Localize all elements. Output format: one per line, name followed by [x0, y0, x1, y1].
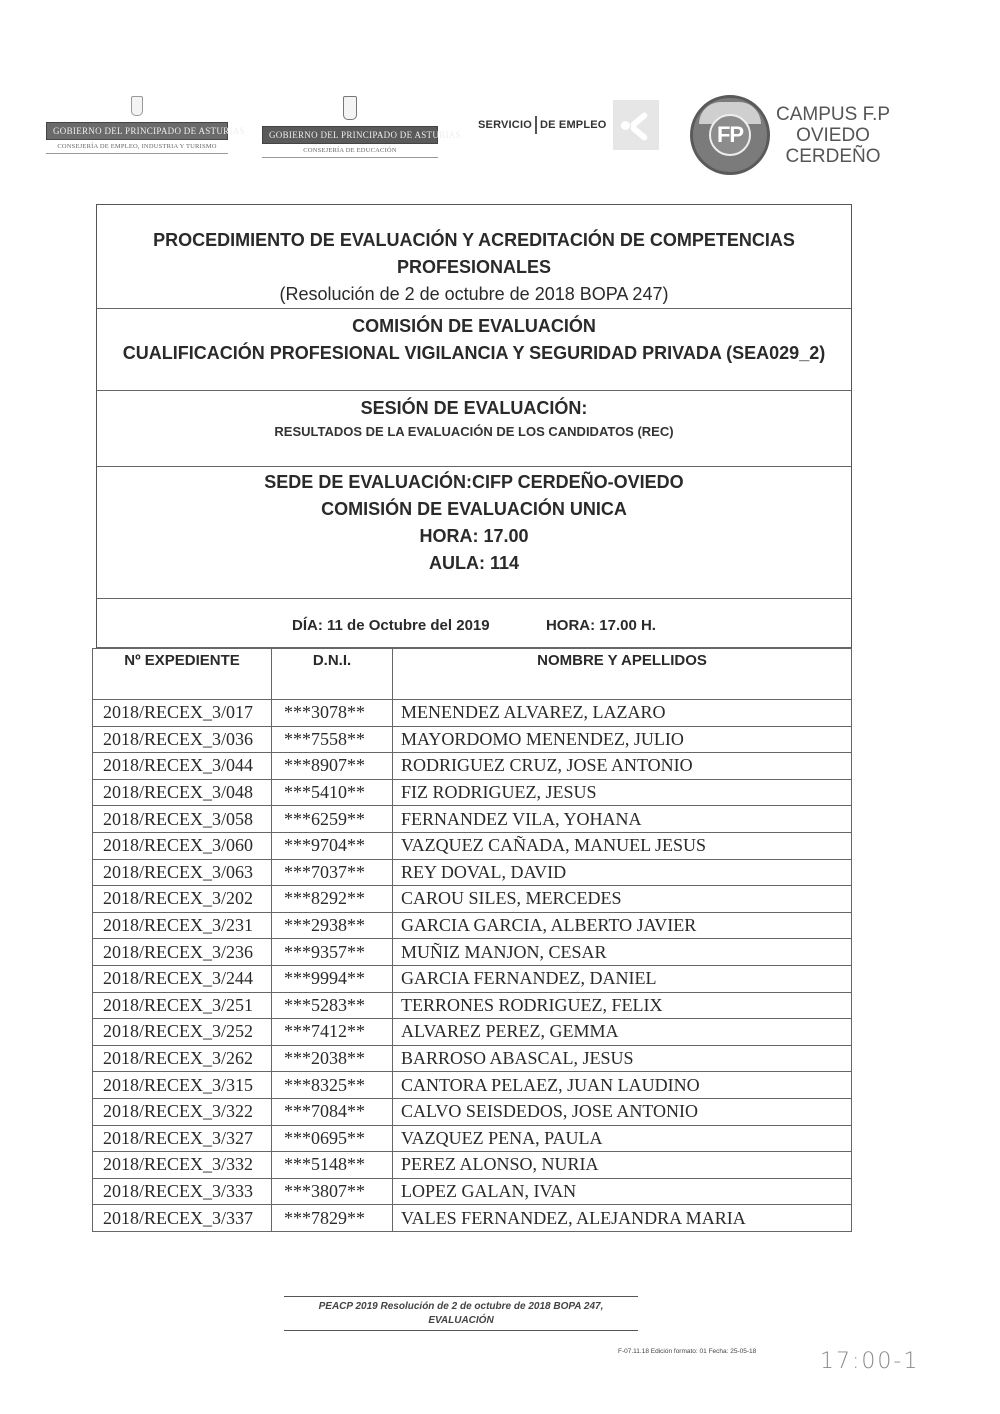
procedure-title-section	[97, 205, 851, 309]
cell-dni: ***6259**	[272, 806, 393, 833]
evaluation-header-box	[96, 204, 852, 649]
logo-servicio-right: DE EMPLEO	[539, 119, 607, 131]
table-row	[93, 1125, 852, 1152]
cell-nombre: GARCIA FERNANDEZ, DANIEL	[393, 965, 852, 992]
coat-of-arms-icon	[131, 96, 143, 116]
cell-dni: ***2938**	[272, 912, 393, 939]
cell-nombre: ALVAREZ PEREZ, GEMMA	[393, 1019, 852, 1046]
logo-title: GOBIERNO DEL PRINCIPADO DE ASTURIAS	[262, 126, 438, 144]
candidates-table	[92, 648, 852, 1232]
campus-fp-line3: CERDEÑO	[785, 145, 881, 167]
cell-dni: ***7558**	[272, 726, 393, 753]
cell-expediente: 2018/RECEX_3/231	[93, 912, 272, 939]
logo-gobierno-educacion	[262, 96, 461, 158]
table-row	[93, 726, 852, 753]
table-header-row	[93, 649, 852, 700]
coat-of-arms-icon	[343, 96, 357, 120]
cell-expediente: 2018/RECEX_3/060	[93, 832, 272, 859]
table-row	[93, 1019, 852, 1046]
cell-nombre: VAZQUEZ PENA, PAULA	[393, 1125, 852, 1152]
cell-nombre: FIZ RODRIGUEZ, JESUS	[393, 779, 852, 806]
cell-nombre: VAZQUEZ CAÑADA, MANUEL JESUS	[393, 832, 852, 859]
sesion-heading: SESIÓN DE EVALUACIÓN:	[360, 398, 588, 418]
cell-dni: ***9357**	[272, 939, 393, 966]
table-row	[93, 886, 852, 913]
handwritten-note: 17:00-1	[820, 1349, 920, 1374]
cell-nombre: VALES FERNANDEZ, ALEJANDRA MARIA	[393, 1205, 852, 1232]
table-row	[93, 806, 852, 833]
logo-subtitle: CONSEJERÍA DE EDUCACIÓN	[262, 147, 438, 158]
footer-reference	[284, 1296, 638, 1331]
sede-section	[97, 467, 851, 599]
cell-expediente: 2018/RECEX_3/252	[93, 1019, 272, 1046]
logo-title: GOBIERNO DEL PRINCIPADO DE ASTURIAS	[46, 122, 228, 140]
servicio-empleo-symbol-icon	[613, 100, 659, 150]
sesion-subheading: RESULTADOS DE LA EVALUACIÓN DE LOS CANDIDATOS (REC)	[274, 424, 674, 439]
cell-dni: ***9994**	[272, 965, 393, 992]
cell-dni: ***5410**	[272, 779, 393, 806]
cell-dni: ***7412**	[272, 1019, 393, 1046]
table-row	[93, 832, 852, 859]
cell-expediente: 2018/RECEX_3/315	[93, 1072, 272, 1099]
cell-dni: ***3078**	[272, 700, 393, 727]
form-code: F-07.11.18 Edición formato: 01 Fecha: 25-05-18	[618, 1348, 757, 1355]
cell-expediente: 2018/RECEX_3/017	[93, 700, 272, 727]
cell-expediente: 2018/RECEX_3/251	[93, 992, 272, 1019]
table-row	[93, 1098, 852, 1125]
logo-servicio-empleo	[478, 100, 659, 150]
cell-nombre: TERRONES RODRIGUEZ, FELIX	[393, 992, 852, 1019]
procedure-title-line1: PROCEDIMIENTO DE EVALUACIÓN Y ACREDITACIÓN DE COMPETENCIAS	[153, 230, 795, 250]
resolution-reference: (Resolución de 2 de octubre de 2018 BOPA 247)	[279, 284, 669, 304]
table-row	[93, 939, 852, 966]
table-row	[93, 779, 852, 806]
table-row	[93, 1178, 852, 1205]
cell-dni: ***5283**	[272, 992, 393, 1019]
cell-expediente: 2018/RECEX_3/048	[93, 779, 272, 806]
logo-gobierno-empleo	[46, 96, 245, 154]
cell-dni: ***7084**	[272, 1098, 393, 1125]
cell-nombre: REY DOVAL, DAVID	[393, 859, 852, 886]
footer-reference-line2: EVALUACIÓN	[428, 1315, 494, 1326]
cell-expediente: 2018/RECEX_3/058	[93, 806, 272, 833]
campus-fp-name	[776, 104, 890, 167]
fp-badge-text: FP	[709, 114, 751, 156]
cell-expediente: 2018/RECEX_3/044	[93, 753, 272, 780]
table-row	[93, 1072, 852, 1099]
table-row	[93, 1205, 852, 1232]
campus-fp-line2: OVIEDO	[796, 124, 870, 146]
column-header-dni: D.N.I.	[272, 649, 393, 700]
fp-badge-icon	[690, 95, 770, 175]
cell-nombre: LOPEZ GALAN, IVAN	[393, 1178, 852, 1205]
table-row	[93, 912, 852, 939]
cell-expediente: 2018/RECEX_3/337	[93, 1205, 272, 1232]
cell-nombre: FERNANDEZ VILA, YOHANA	[393, 806, 852, 833]
table-row	[93, 965, 852, 992]
procedure-title-line2: PROFESIONALES	[396, 257, 552, 277]
cell-dni: ***9704**	[272, 832, 393, 859]
table-row	[93, 700, 852, 727]
session-date: DÍA: 11 de Octubre del 2019	[292, 617, 490, 634]
cell-dni: ***2038**	[272, 1045, 393, 1072]
footer-reference-line1: PEACP 2019 Resolución de 2 de octubre de 2018 BOPA 247,	[318, 1301, 604, 1312]
table-row	[93, 859, 852, 886]
comision-unica-heading: COMISIÓN DE EVALUACIÓN UNICA	[321, 499, 627, 519]
column-header-expediente: Nº EXPEDIENTE	[93, 649, 272, 700]
cualificacion-heading: CUALIFICACIÓN PROFESIONAL VIGILANCIA Y SEGURIDAD PRIVADA (SEA029_2)	[122, 343, 826, 363]
logo-campus-fp	[690, 95, 890, 175]
cell-nombre: RODRIGUEZ CRUZ, JOSE ANTONIO	[393, 753, 852, 780]
cell-nombre: MUÑIZ MANJON, CESAR	[393, 939, 852, 966]
table-row	[93, 753, 852, 780]
cell-expediente: 2018/RECEX_3/236	[93, 939, 272, 966]
cell-expediente: 2018/RECEX_3/322	[93, 1098, 272, 1125]
cell-dni: ***7037**	[272, 859, 393, 886]
cell-dni: ***5148**	[272, 1152, 393, 1179]
cell-expediente: 2018/RECEX_3/327	[93, 1125, 272, 1152]
column-header-nombre: NOMBRE Y APELLIDOS	[393, 649, 852, 700]
sesion-section	[97, 391, 851, 467]
hora-heading: HORA: 17.00	[419, 526, 529, 546]
aula-heading: AULA: 114	[428, 553, 520, 573]
logo-subtitle: CONSEJERÍA DE EMPLEO, INDUSTRIA Y TURISMO	[46, 143, 228, 154]
cell-expediente: 2018/RECEX_3/333	[93, 1178, 272, 1205]
comision-heading: COMISIÓN DE EVALUACIÓN	[352, 316, 596, 336]
sede-heading: SEDE DE EVALUACIÓN:CIFP CERDEÑO-OVIEDO	[264, 472, 684, 492]
table-row	[93, 1152, 852, 1179]
cell-expediente: 2018/RECEX_3/332	[93, 1152, 272, 1179]
cell-nombre: PEREZ ALONSO, NURIA	[393, 1152, 852, 1179]
date-section	[97, 599, 851, 648]
cell-dni: ***7829**	[272, 1205, 393, 1232]
cell-expediente: 2018/RECEX_3/036	[93, 726, 272, 753]
comision-section	[97, 309, 851, 391]
cell-dni: ***8325**	[272, 1072, 393, 1099]
table-row	[93, 992, 852, 1019]
session-time: HORA: 17.00 H.	[545, 617, 656, 634]
cell-nombre: CALVO SEISDEDOS, JOSE ANTONIO	[393, 1098, 852, 1125]
campus-fp-line1: CAMPUS F.P	[776, 103, 891, 125]
cell-expediente: 2018/RECEX_3/262	[93, 1045, 272, 1072]
cell-dni: ***3807**	[272, 1178, 393, 1205]
cell-nombre: CANTORA PELAEZ, JUAN LAUDINO	[393, 1072, 852, 1099]
logo-separator	[535, 116, 537, 134]
cell-nombre: GARCIA GARCIA, ALBERTO JAVIER	[393, 912, 852, 939]
cell-nombre: MENENDEZ ALVAREZ, LAZARO	[393, 700, 852, 727]
cell-expediente: 2018/RECEX_3/063	[93, 859, 272, 886]
cell-nombre: BARROSO ABASCAL, JESUS	[393, 1045, 852, 1072]
table-row	[93, 1045, 852, 1072]
cell-nombre: CAROU SILES, MERCEDES	[393, 886, 852, 913]
cell-dni: ***0695**	[272, 1125, 393, 1152]
cell-expediente: 2018/RECEX_3/244	[93, 965, 272, 992]
cell-expediente: 2018/RECEX_3/202	[93, 886, 272, 913]
logo-servicio-left: SERVICIO	[478, 119, 532, 131]
cell-nombre: MAYORDOMO MENENDEZ, JULIO	[393, 726, 852, 753]
cell-dni: ***8907**	[272, 753, 393, 780]
cell-dni: ***8292**	[272, 886, 393, 913]
